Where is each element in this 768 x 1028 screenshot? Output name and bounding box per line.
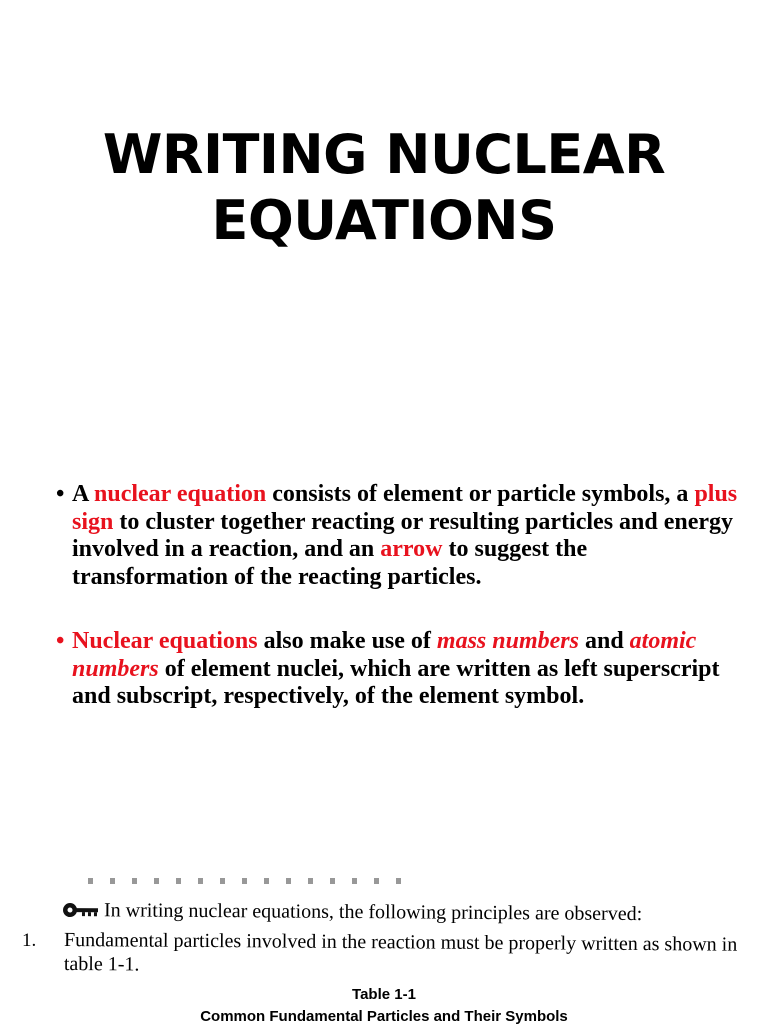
page-title xyxy=(0,122,768,254)
key-icon xyxy=(62,901,100,924)
cut-off-text-line xyxy=(88,878,408,884)
highlight-arrow: arrow xyxy=(380,536,443,562)
title-line-2: EQUATIONS xyxy=(211,189,557,252)
highlight-mass-numbers: mass numbers xyxy=(436,628,579,654)
scanned-textbook-excerpt xyxy=(0,870,768,1024)
principles-intro-text: In writing nuclear equations, the following principles are observed: xyxy=(103,899,643,926)
title-line-1: WRITING NUCLEAR xyxy=(102,123,666,186)
highlight-atomic-numbers: atomic numbers xyxy=(72,628,697,682)
bullet-text: also make use of xyxy=(257,628,437,654)
bullet-text: to cluster together reacting or resulting particles and energy involved in a reaction, and an xyxy=(72,508,734,562)
bullet-dot: • xyxy=(56,628,65,654)
bullet-text: and xyxy=(578,628,630,654)
bullet-text: consists of element or particle symbols, a xyxy=(266,481,695,507)
table-label: Table 1-1 xyxy=(352,986,416,1003)
table-caption xyxy=(0,984,768,1028)
bullet-text: to suggest the transformation of the reacting particles. xyxy=(72,536,588,590)
highlight-plus-sign: plus sign xyxy=(72,481,738,535)
bullet-nuclear-equation xyxy=(56,481,746,591)
bullet-mass-numbers xyxy=(56,628,746,711)
bullet-text: A xyxy=(72,481,95,507)
bullet-list xyxy=(56,481,746,711)
item-number: 1. xyxy=(22,930,37,951)
bullet-text: of element nuclei, which are written as left superscript and subscript, respectively, of the element symbol. xyxy=(72,655,720,709)
highlight-nuclear-equation: nuclear equation xyxy=(94,481,267,507)
bullet-dot: • xyxy=(56,481,65,507)
item-text: Fundamental particles involved in the reaction must be properly written as shown in table 1-1. xyxy=(63,929,738,976)
highlight-nuclear-equations: Nuclear equations xyxy=(72,628,258,654)
table-title: Common Fundamental Particles and Their Symbols xyxy=(200,1008,568,1025)
principles-intro xyxy=(62,899,642,928)
